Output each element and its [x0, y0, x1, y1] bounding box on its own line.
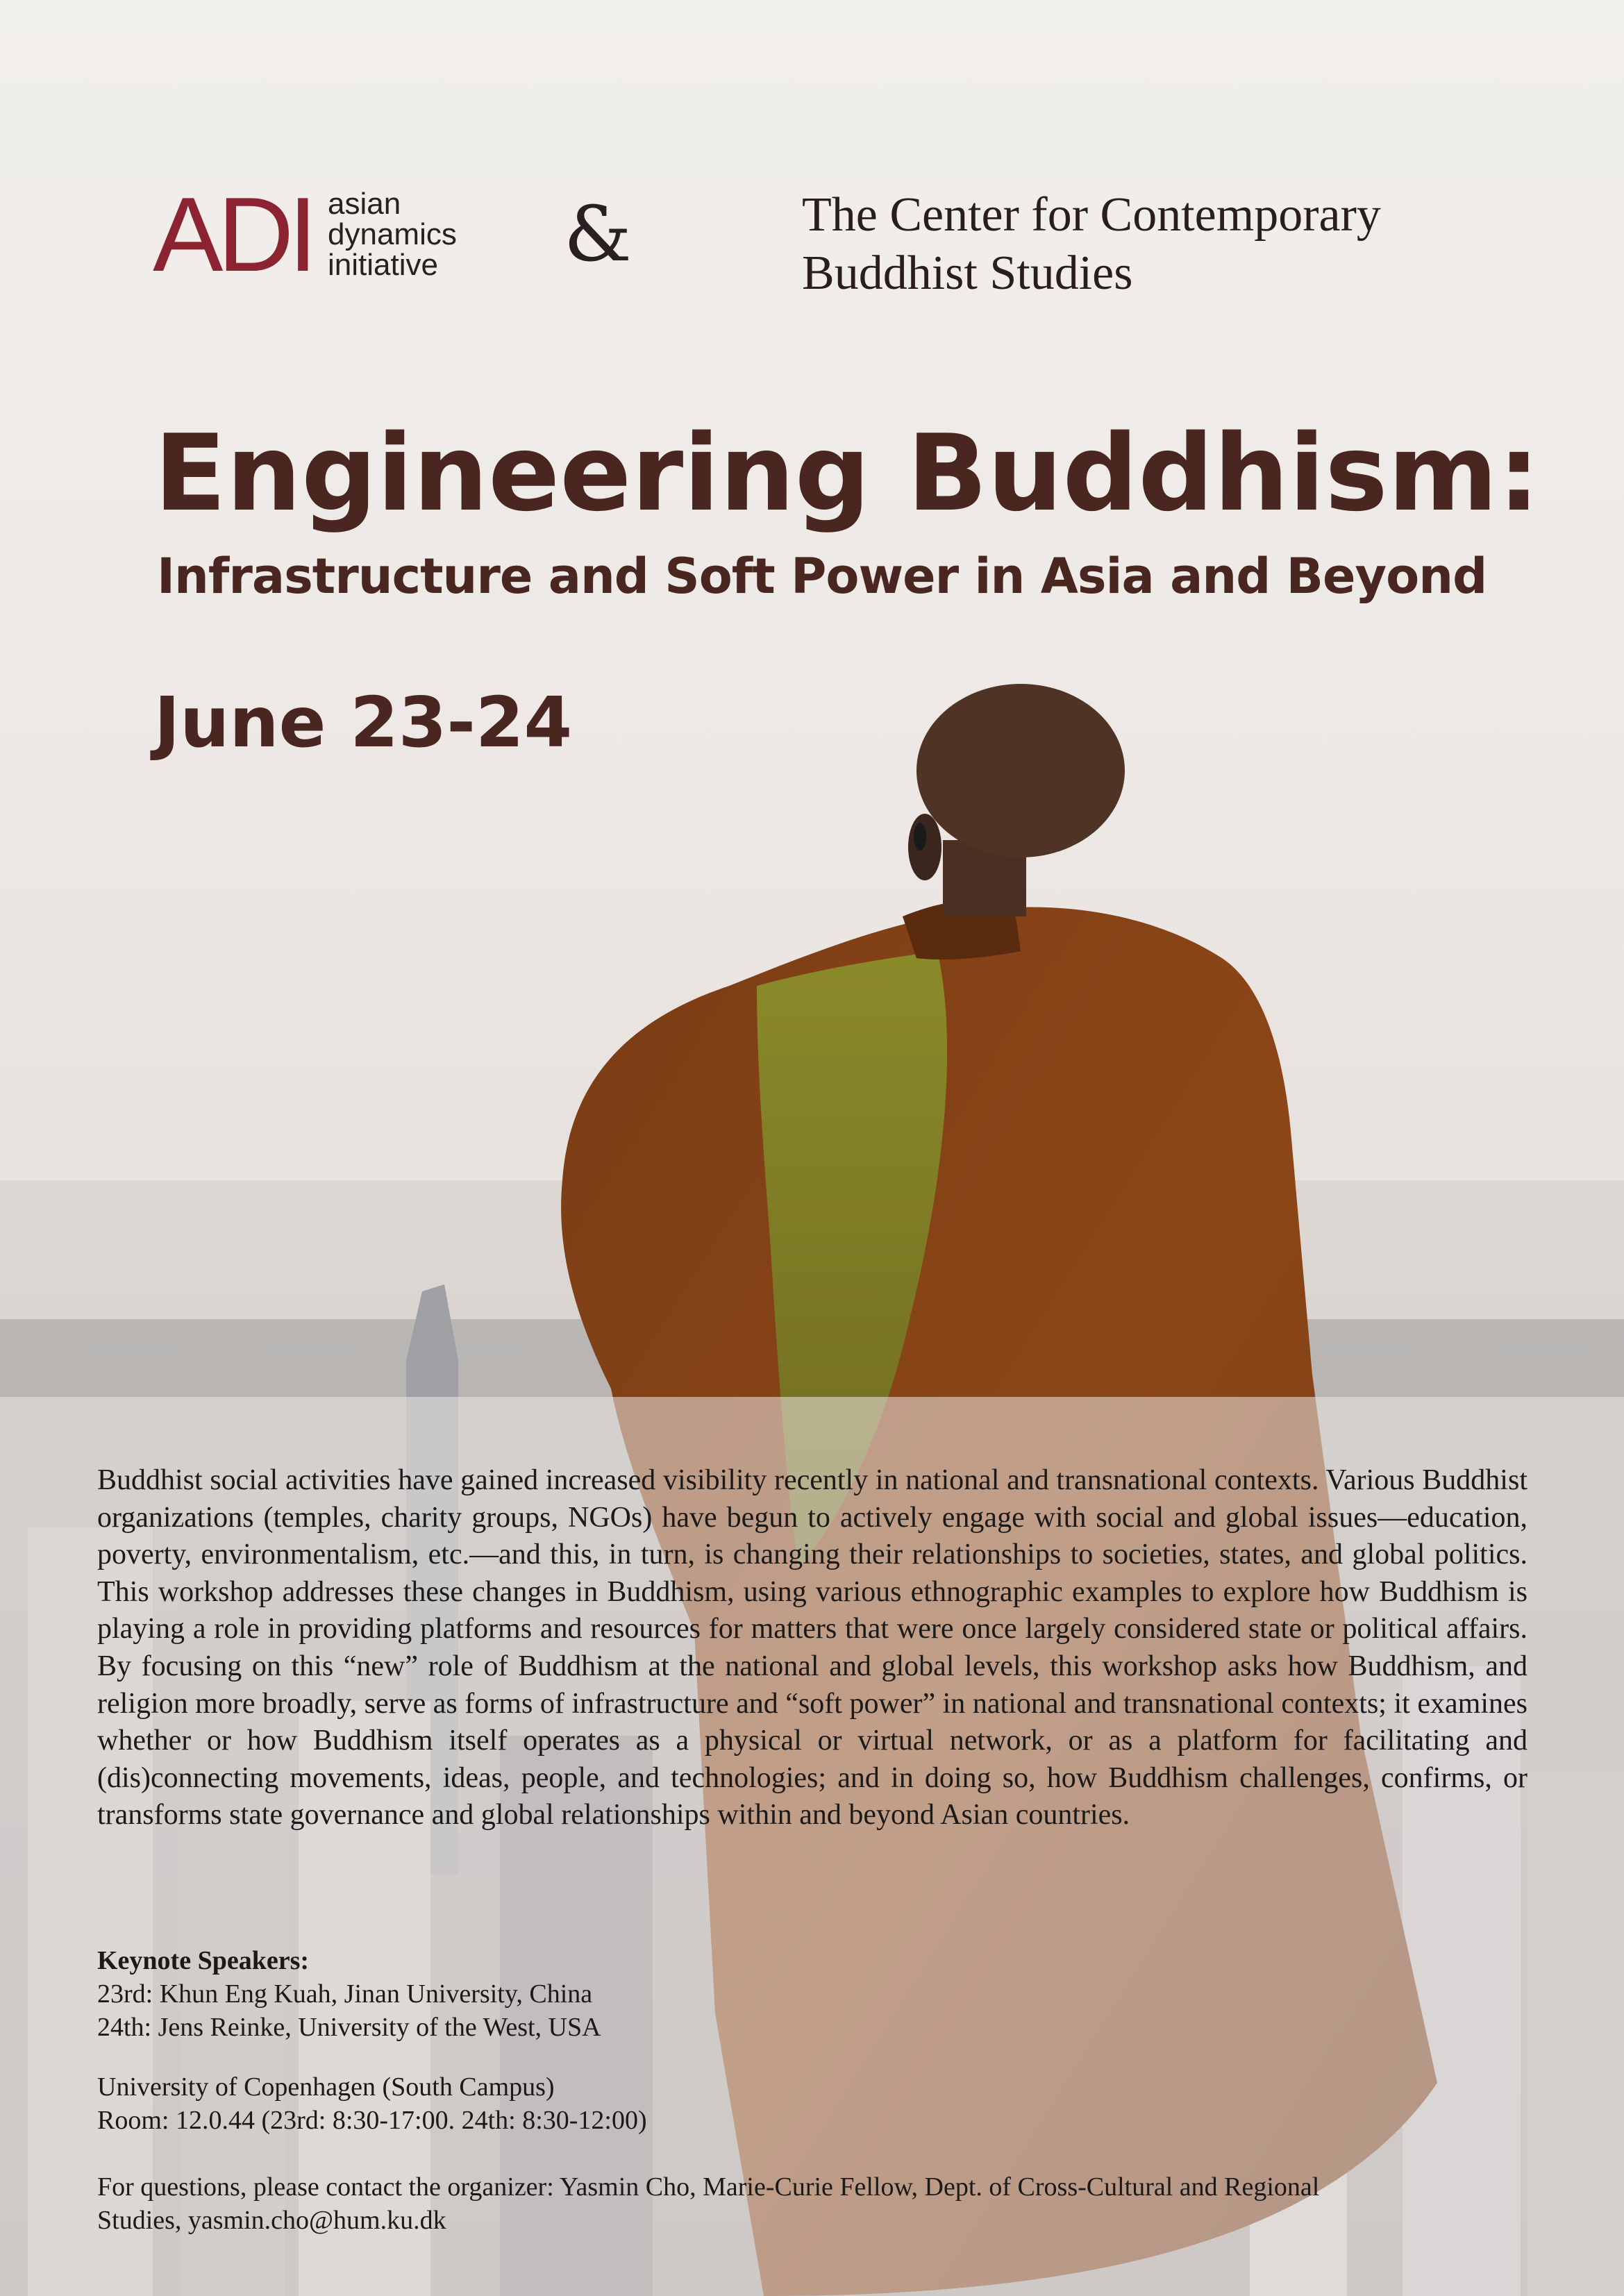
center-name-line-1: The Center for Contemporary: [802, 188, 1381, 242]
keynote-speaker-day-2: 24th: Jens Reinke, University of the West, USA: [97, 2013, 601, 2042]
adi-logo-wordmark: [328, 189, 457, 280]
adi-word-initiative: initiative: [328, 248, 438, 282]
adi-logo: [153, 176, 486, 294]
event-date: June 23-24: [154, 682, 573, 763]
ampersand: &: [564, 190, 632, 278]
venue-room: Room: 12.0.44 (23rd: 8:30-17:00. 24th: 8:30-12:00): [97, 2106, 647, 2135]
keynote-section: [97, 1944, 1555, 2044]
event-title: Engineering Buddhism:: [154, 412, 1540, 535]
contact-section: [97, 2170, 1555, 2237]
adi-word-dynamics: dynamics: [328, 217, 457, 251]
event-description: Buddhist social activities have gained increased visibility recently in national and transnational contexts. Various Buddhist organizations (temples, charity groups, NGOs) have begun to actively engage with social and global issues—education, poverty, environmentalism, etc.—and this, in turn, is changing their relationships to societies, states, and global politics. This workshop addresses these changes in Buddhism, using various ethnographic examples to explore how Buddhism is playing a role in providing platforms and resources for matters that were once largely considered state or political affairs. By focusing on this “new” role of Buddhism at the national and global levels, this workshop asks how Buddhism, and religion more broadly, serve as forms of infrastructure and “soft power” in national and transnational contexts; it examines whether or how Buddhism itself operates as a physical or virtual network, or as a platform for facilitating and (dis)connecting movements, ideas, people, and technologies; and in doing so, how Buddhism challenges, confirms, or transforms state governance and global relationships within and beyond Asian countries.: [97, 1464, 1527, 1832]
center-name-line-2: Buddhist Studies: [802, 246, 1133, 300]
keynote-speaker-day-1: 23rd: Khun Eng Kuah, Jinan University, China: [97, 1979, 593, 2009]
keynote-heading: Keynote Speakers:: [97, 1946, 310, 1975]
adi-word-asian: asian: [328, 187, 401, 221]
center-name: [802, 186, 1496, 303]
contact-line-1: For questions, please contact the organizer: Yasmin Cho, Marie-Curie Fellow, Dept. of Cross-Cultural and Regional: [97, 2172, 1320, 2202]
venue-section: [97, 2070, 1555, 2137]
adi-logo-letters: ADI: [153, 176, 312, 294]
contact-line-2: Studies, yasmin.cho@hum.ku.dk: [97, 2206, 446, 2235]
venue-place: University of Copenhagen (South Campus): [97, 2072, 555, 2102]
event-subtitle: Infrastructure and Soft Power in Asia and Beyond: [157, 548, 1487, 605]
